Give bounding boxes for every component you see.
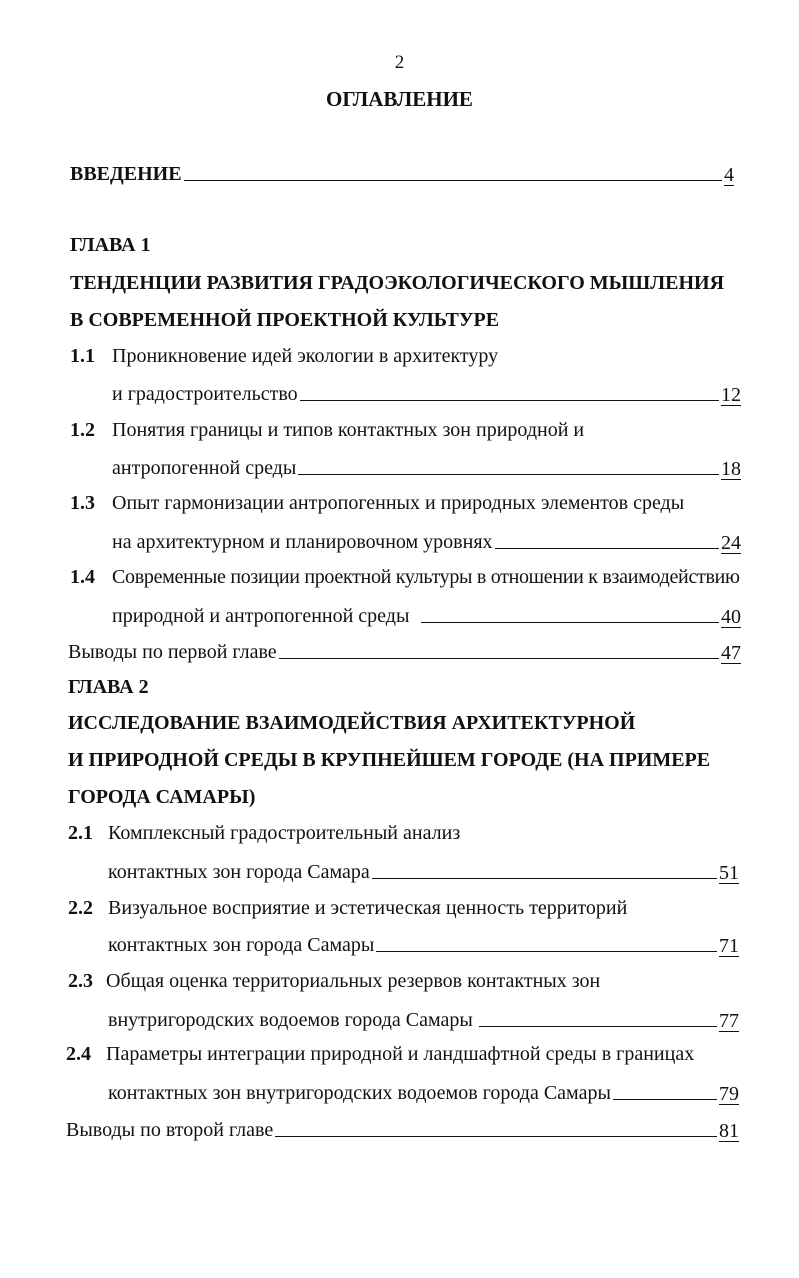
toc-entry-2-4[interactable] <box>108 1079 739 1105</box>
toc-entry-1-1[interactable] <box>112 380 741 406</box>
section-title-line-1: Параметры интеграции природной и ландшафтной среды в границах <box>106 1043 695 1065</box>
toc-entry-2-3[interactable] <box>108 1006 739 1032</box>
leader-line <box>613 1099 717 1100</box>
section-title-line-1: Проникновение идей экологии в архитектуру <box>112 345 499 367</box>
section-number: 2.4 <box>66 1043 91 1065</box>
leader-line <box>300 400 719 401</box>
section-title-line-1: Понятия границы и типов контактных зон природной и <box>112 419 585 441</box>
toc-entry-1-3[interactable] <box>112 528 741 554</box>
section-title-line-2: контактных зон города Самары <box>108 934 375 956</box>
section-title-line-1: Современные позиции проектной культуры в отношении к взаимодействию <box>112 566 740 588</box>
toc-entry-page: 81 <box>719 1120 739 1142</box>
section-title-line-1: Визуальное восприятие и эстетическая ценность территорий <box>108 897 628 919</box>
toc-entry-page: 71 <box>719 935 739 957</box>
leader-line <box>479 1026 717 1027</box>
chapter-2-title-line-3: ГОРОДА САМАРЫ) <box>68 786 256 808</box>
toc-entry-1-2[interactable] <box>112 454 741 480</box>
section-number: 1.1 <box>70 345 95 367</box>
section-number: 1.3 <box>70 492 95 514</box>
section-title-line-2: внутригородских водоемов города Самары <box>108 1009 473 1031</box>
section-number: 1.4 <box>70 566 95 588</box>
toc-entry-conclusions-2[interactable] <box>66 1116 739 1142</box>
section-title-line-1: Опыт гармонизации антропогенных и природных элементов среды <box>112 492 685 514</box>
section-number: 1.2 <box>70 419 95 441</box>
section-title-line-2: антропогенной среды <box>112 457 297 479</box>
toc-entry-page: 24 <box>721 532 741 554</box>
chapter-1-title-line-1: ТЕНДЕНЦИИ РАЗВИТИЯ ГРАДОЭКОЛОГИЧЕСКОГО МЫШЛЕНИЯ <box>70 272 725 294</box>
leader-line <box>372 878 717 879</box>
toc-entry-1-4[interactable] <box>112 602 741 628</box>
toc-entry-2-2[interactable] <box>108 931 739 957</box>
chapter-1-title-line-2: В СОВРЕМЕННОЙ ПРОЕКТНОЙ КУЛЬТУРЕ <box>70 309 500 331</box>
leader-line <box>184 180 722 181</box>
section-title-line-2: природной и антропогенной среды <box>112 605 410 627</box>
section-title-line-1: Комплексный градостроительный анализ <box>108 822 461 844</box>
toc-entry-page: 18 <box>721 458 741 480</box>
toc-entry-page: 4 <box>724 164 734 186</box>
toc-entry-2-1[interactable] <box>108 858 739 884</box>
toc-entry-conclusions-1[interactable] <box>68 638 741 664</box>
chapter-2-label: ГЛАВА 2 <box>68 676 149 698</box>
toc-entry-label: Выводы по второй главе <box>66 1119 274 1141</box>
toc-title: ОГЛАВЛЕНИЕ <box>326 87 473 111</box>
leader-line <box>279 658 719 659</box>
toc-entry-page: 79 <box>719 1083 739 1105</box>
section-title-line-2: на архитектурном и планировочном уровнях <box>112 531 493 553</box>
toc-entry-page: 77 <box>719 1010 739 1032</box>
toc-entry-page: 47 <box>721 642 741 664</box>
toc-entry-page: 40 <box>721 606 741 628</box>
chapter-2-title-line-1: ИССЛЕДОВАНИЕ ВЗАИМОДЕЙСТВИЯ АРХИТЕКТУРНОЙ <box>68 712 636 734</box>
leader-line <box>495 548 719 549</box>
toc-entry-label: Выводы по первой главе <box>68 641 277 663</box>
section-number: 2.3 <box>68 970 93 992</box>
leader-line <box>275 1136 717 1137</box>
leader-line <box>376 951 717 952</box>
section-title-line-1: Общая оценка территориальных резервов контактных зон <box>106 970 601 992</box>
toc-entry-label: ВВЕДЕНИЕ <box>70 163 182 185</box>
section-title-line-2: контактных зон города Самара <box>108 861 370 883</box>
toc-entry-page: 12 <box>721 384 741 406</box>
toc-entry-page: 51 <box>719 862 739 884</box>
leader-line <box>421 622 719 623</box>
leader-line <box>298 474 719 475</box>
chapter-2-title-line-2: И ПРИРОДНОЙ СРЕДЫ В КРУПНЕЙШЕМ ГОРОДЕ (НА ПРИМЕРЕ <box>68 749 711 771</box>
chapter-1-label: ГЛАВА 1 <box>70 234 151 256</box>
section-number: 2.1 <box>68 822 93 844</box>
toc-entry-intro[interactable] <box>70 160 734 186</box>
section-number: 2.2 <box>68 897 93 919</box>
page-number: 2 <box>394 52 405 73</box>
section-title-line-2: контактных зон внутригородских водоемов города Самары <box>108 1082 611 1104</box>
section-title-line-2: и градостроительство <box>112 383 298 405</box>
